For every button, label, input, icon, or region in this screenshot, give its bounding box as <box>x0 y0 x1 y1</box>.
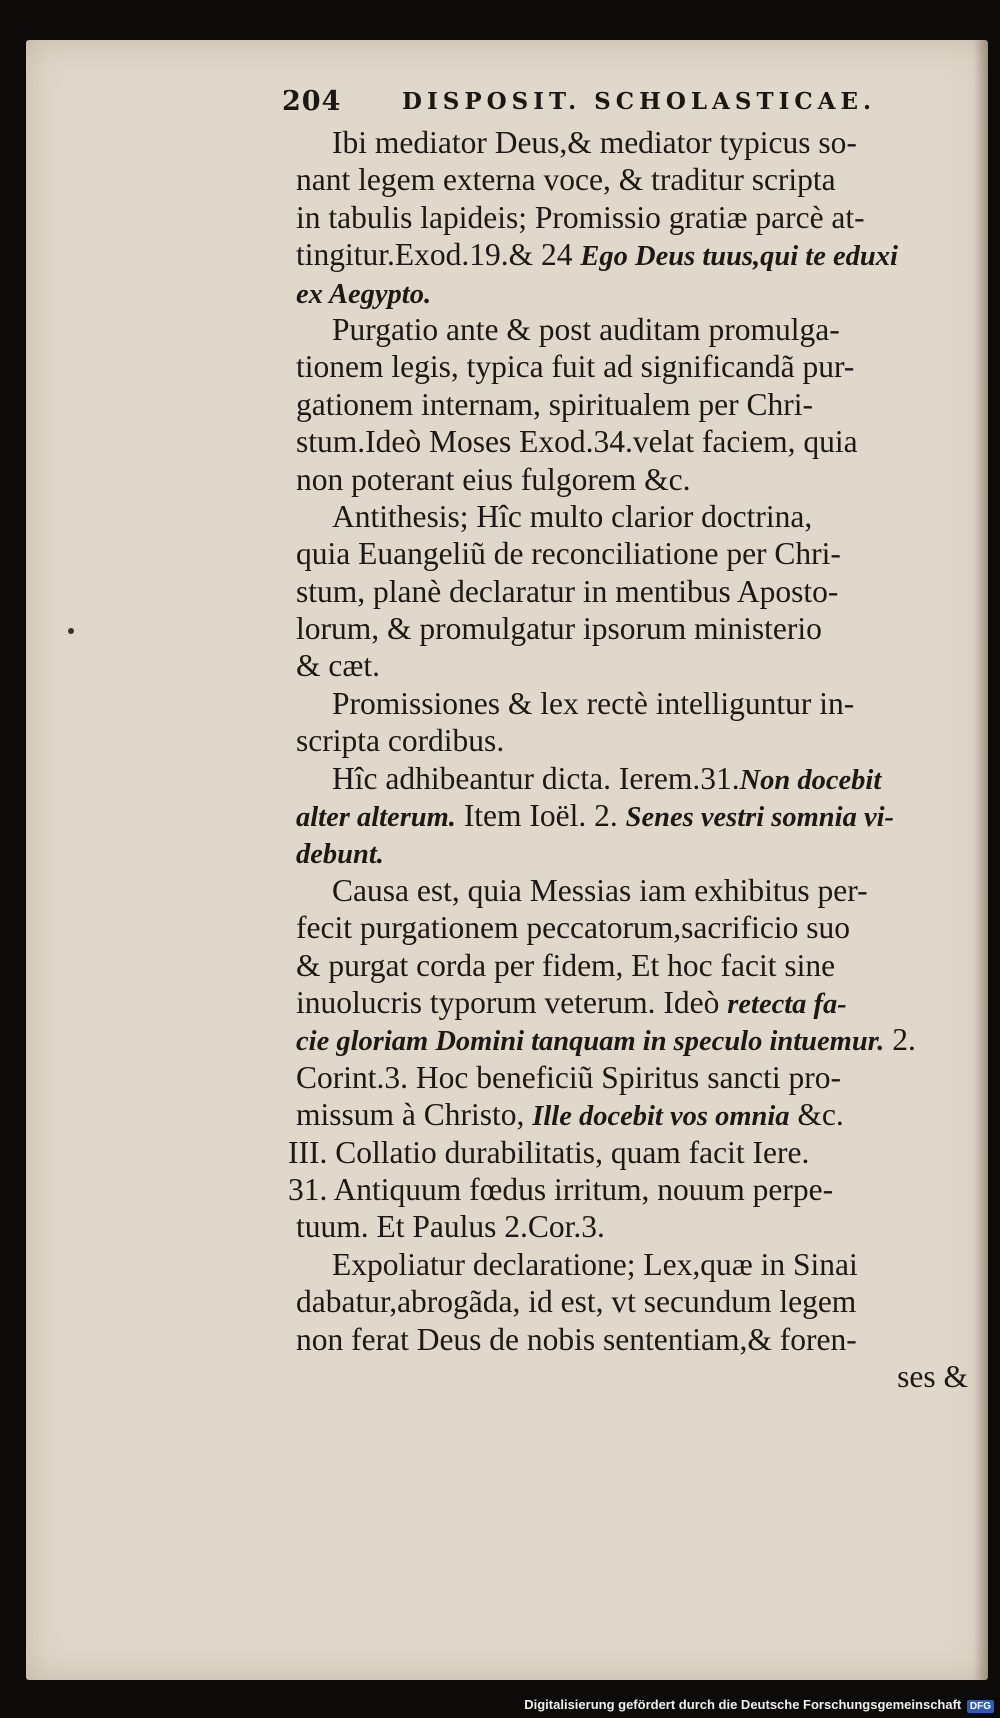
text-segment: gationem internam, spiritualem per Chri- <box>296 386 813 422</box>
text-line <box>296 1246 986 1283</box>
text-line <box>296 1283 986 1320</box>
text-segment: tionem legis, typica fuit ad significandã pur- <box>296 349 855 385</box>
text-line <box>296 1208 986 1245</box>
text-line <box>296 947 986 984</box>
text-segment: Corint.3. Hoc beneficiũ Spiritus sancti pro- <box>296 1059 842 1095</box>
italic-segment: retecta fa- <box>727 988 847 1020</box>
book-page <box>26 40 988 1680</box>
text-line <box>296 1358 986 1395</box>
text-segment: Expoliatur declaratione; Lex,quæ in Sinai <box>332 1246 858 1282</box>
italic-segment: Senes vestri somnia vi- <box>625 802 895 834</box>
body-text <box>288 124 986 1395</box>
text-line <box>296 610 986 647</box>
text-line <box>296 274 986 311</box>
italic-segment: cie gloriam Domini tanquam in speculo intuemur. <box>296 1026 885 1058</box>
text-line <box>296 1021 986 1058</box>
text-line <box>288 1171 986 1208</box>
text-segment: ses & <box>897 1358 968 1394</box>
text-segment: Item Ioël. 2. <box>455 798 626 834</box>
text-segment: Ibi mediator Deus,& mediator typicus so- <box>332 125 857 160</box>
ink-speck <box>68 628 74 634</box>
italic-segment: Ille docebit vos omnia <box>532 1101 790 1133</box>
text-segment: non ferat Deus de nobis sententiam,& foren- <box>296 1321 857 1357</box>
text-segment: dabatur,abrogãda, id est, vt secundum legem <box>296 1284 857 1320</box>
credit-text: Digitalisierung gefördert durch die Deutsche Forschungsgemeinschaft <box>524 1697 962 1712</box>
text-line <box>296 1321 986 1358</box>
text-segment: nant legem externa voce, & traditur scripta <box>296 162 836 198</box>
dfg-badge: DFG <box>967 1700 994 1713</box>
text-segment: lorum, & promulgatur ipsorum ministerio <box>296 611 822 647</box>
text-line <box>296 984 986 1021</box>
text-line <box>296 647 986 684</box>
text-segment: tingitur.Exod.19.& 24 <box>296 237 581 273</box>
text-segment: non poterant eius fulgorem &c. <box>296 461 691 497</box>
text-line <box>288 1134 986 1171</box>
text-line <box>296 760 986 797</box>
text-segment: inuolucris typorum veterum. Ideò <box>296 984 728 1020</box>
text-line <box>296 124 986 161</box>
text-segment: 2. <box>884 1022 916 1058</box>
text-line <box>296 423 986 460</box>
text-segment: fecit purgationem peccatorum,sacrificio suo <box>296 910 850 946</box>
italic-segment: ex Aegypto. <box>296 278 432 310</box>
text-segment: quia Euangeliũ de reconciliatione per Chri- <box>296 536 841 572</box>
text-line <box>296 535 986 572</box>
text-line <box>296 797 986 834</box>
text-line <box>296 348 986 385</box>
text-segment: stum.Ideò Moses Exod.34.velat faciem, quia <box>296 424 858 460</box>
text-line <box>296 236 986 273</box>
text-segment: III. Collatio durabilitatis, quam facit Iere. <box>288 1134 810 1170</box>
text-line <box>296 498 986 535</box>
page-header <box>282 86 972 126</box>
text-segment: & purgat corda per fidem, Et hoc facit sine <box>296 947 836 983</box>
text-line <box>296 161 986 198</box>
text-line <box>296 722 986 759</box>
text-segment: Promissiones & lex rectè intelliguntur in- <box>332 685 855 721</box>
running-head: DISPOSIT. SCHOLASTICAE. <box>402 88 877 115</box>
italic-segment: Ego Deus tuus,qui te eduxi <box>580 241 898 273</box>
text-segment: missum à Christo, <box>296 1097 533 1133</box>
text-segment: Antithesis; Hîc multo clarior doctrina, <box>332 498 813 534</box>
text-segment: & cæt. <box>296 648 380 684</box>
text-segment: tuum. Et Paulus 2.Cor.3. <box>296 1209 605 1245</box>
text-line <box>296 872 986 909</box>
italic-segment: debunt. <box>296 839 384 871</box>
text-line <box>296 834 986 871</box>
text-segment: &c. <box>789 1097 844 1133</box>
text-line <box>296 909 986 946</box>
text-segment: scripta cordibus. <box>296 723 505 759</box>
text-line <box>296 1059 986 1096</box>
text-line <box>296 1096 986 1133</box>
text-line <box>296 685 986 722</box>
text-line <box>296 573 986 610</box>
page-number: 204 <box>282 86 342 117</box>
text-line <box>296 311 986 348</box>
text-segment: stum, planè declaratur in mentibus Aposto- <box>296 573 839 609</box>
text-line <box>296 386 986 423</box>
text-segment: Hîc adhibeantur dicta. Ierem.31. <box>332 760 740 796</box>
text-segment: in tabulis lapideis; Promissio gratiæ parcè at- <box>296 199 865 235</box>
italic-segment: Non docebit <box>739 764 882 796</box>
text-segment: Purgatio ante & post auditam promulga- <box>332 311 840 347</box>
text-line <box>296 461 986 498</box>
text-segment: 31. Antiquum fœdus irritum, nouum perpe- <box>288 1171 834 1207</box>
digitization-credit <box>524 1697 994 1713</box>
text-segment: Causa est, quia Messias iam exhibitus per- <box>332 872 868 908</box>
text-line <box>296 199 986 236</box>
italic-segment: alter alterum. <box>296 802 456 834</box>
